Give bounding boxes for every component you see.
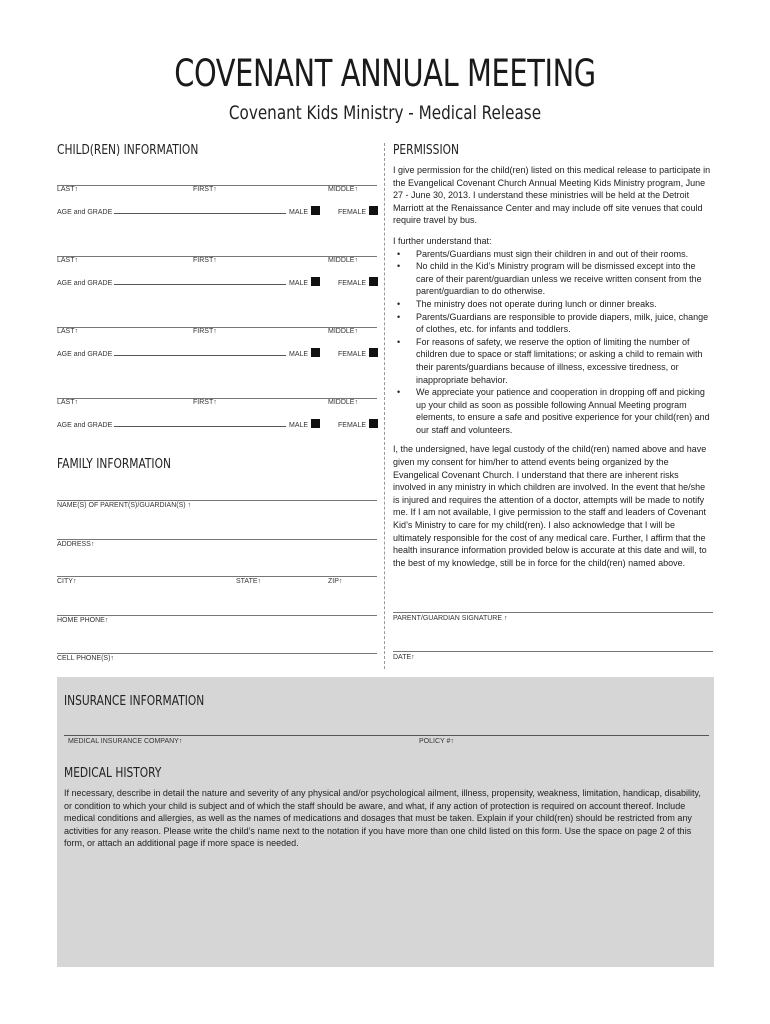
age-grade-line[interactable] [114,277,286,285]
list-item: • For reasons of safety, we reserve the option of limiting the number of children due to space or staff limitations; or asking a child to remain with their parents/guardians because of illness, excessive tiredness, or inappropriate behavior. [393,336,711,386]
address-line[interactable] [57,539,377,540]
male-label: MALE [289,280,309,287]
permission-paragraph-2: I further understand that: [393,235,492,246]
female-checkbox[interactable] [369,348,378,357]
state-label: STATE↑ [236,578,262,585]
first-label: FIRST↑ [193,399,217,406]
column-divider [384,143,385,669]
policy-number-label: POLICY #↑ [419,738,454,745]
cell-phone-line[interactable] [57,653,377,654]
male-option[interactable] [289,348,320,358]
medical-history-heading: MEDICAL HISTORY [64,766,162,781]
child-block-1 [57,185,377,216]
age-grade-label: AGE and GRADE [57,209,113,216]
insurance-heading: INSURANCE INFORMATION [64,694,205,709]
age-grade-field[interactable] [57,348,286,358]
home-phone-label: HOME PHONE↑ [57,617,109,624]
medical-history-area[interactable] [64,853,710,961]
home-phone-line[interactable] [57,615,377,616]
list-item: • The ministry does not operate during lunch or dinner breaks. [393,298,711,311]
permission-text [393,164,711,569]
male-option[interactable] [289,206,320,216]
male-option[interactable] [289,277,320,287]
permission-heading: PERMISSION [393,143,459,158]
male-label: MALE [289,422,309,429]
female-label: FEMALE [338,422,367,429]
parents-label: NAME(S) OF PARENT(S)/GUARDIAN(S) ↑ [57,502,192,509]
female-label: FEMALE [338,280,367,287]
page-title: COVENANT ANNUAL MEETING [174,52,596,95]
male-checkbox[interactable] [311,277,320,286]
zip-label: ZIP↑ [328,578,343,585]
date-line[interactable] [393,651,713,652]
age-grade-field[interactable] [57,206,286,216]
female-checkbox[interactable] [369,206,378,215]
male-checkbox[interactable] [311,348,320,357]
last-label: LAST↑ [57,328,79,335]
female-option[interactable] [338,277,378,287]
age-grade-field[interactable] [57,419,286,429]
age-grade-label: AGE and GRADE [57,422,113,429]
age-grade-field[interactable] [57,277,286,287]
middle-label: MIDDLE↑ [328,399,358,406]
insurance-company-label: MEDICAL INSURANCE COMPANY↑ [68,738,183,745]
male-option[interactable] [289,419,320,429]
cell-phone-label: CELL PHONE(S)↑ [57,655,114,662]
female-option[interactable] [338,419,378,429]
child-block-3 [57,327,377,358]
list-item: • No child in the Kid’s Ministry program will be dismissed except into the care of their parent/guardian unless we receive written consent from the parent/guardian to do otherwise. [393,260,711,298]
family-info-heading: FAMILY INFORMATION [57,457,171,472]
last-label: LAST↑ [57,399,79,406]
list-item: • We appreciate your patience and cooperation in dropping off and picking up your child as soon as possible following Annual Meeting program elements, to ensure a safe and positive experience for your child(ren) and our staff and volunteers. [393,386,711,436]
date-label: DATE↑ [393,654,415,661]
female-option[interactable] [338,206,378,216]
female-checkbox[interactable] [369,277,378,286]
last-label: LAST↑ [57,186,79,193]
male-checkbox[interactable] [311,206,320,215]
signature-label: PARENT/GUARDIAN SIGNATURE ↑ [393,615,508,622]
female-option[interactable] [338,348,378,358]
age-grade-label: AGE and GRADE [57,280,113,287]
signature-line[interactable] [393,612,713,613]
first-label: FIRST↑ [193,186,217,193]
list-item: • Parents/Guardians are responsible to provide diapers, milk, juice, change of clothes, etc. for infants and toddlers. [393,311,711,336]
male-label: MALE [289,351,309,358]
female-label: FEMALE [338,209,367,216]
permission-bullets [393,248,711,437]
child-block-4 [57,398,377,429]
female-checkbox[interactable] [369,419,378,428]
city-line[interactable] [57,576,377,577]
middle-label: MIDDLE↑ [328,186,358,193]
city-label: CITY↑ [57,578,77,585]
female-label: FEMALE [338,351,367,358]
first-label: FIRST↑ [193,328,217,335]
insurance-line[interactable] [64,735,709,736]
age-grade-line[interactable] [114,348,286,356]
age-grade-line[interactable] [114,206,286,214]
child-info-heading: CHILD(REN) INFORMATION [57,143,199,158]
page-subtitle: Covenant Kids Ministry - Medical Release [228,102,542,124]
parents-line[interactable] [57,500,377,501]
permission-paragraph-3: I, the undersigned, have legal custody of the child(ren) named above and have given my consent for him/her to attend events being organized by the Evangelical Covenant Church. I understand that there are inherent risks involved in any ministry in which children are involved. In the event that he/she is injured and requires the attention of a doctor, attempts will be made to notify me. If I am not available, I give permission to the staff and leaders of Covenant Kid’s Ministry to care for my child(ren). I also acknowledge that I will be ultimately responsible for the cost of any medical care. Further, I affirm that the health insurance information provided below is accurate at this date and will, to the best of my knowledge, still be in force for the child(ren) named above. [393,444,707,568]
male-checkbox[interactable] [311,419,320,428]
male-label: MALE [289,209,309,216]
list-item: • Parents/Guardians must sign their children in and out of their rooms. [393,248,711,261]
middle-label: MIDDLE↑ [328,328,358,335]
medical-history-text: If necessary, describe in detail the nature and severity of any physical and/or psychological ailment, illness, propensity, weakness, limitation, handicap, disability, or condition to which your child is subject and of which the staff should be aware, and what, if any action of protection is required on account thereof. Include medical conditions and allergies, as well as the names of medications and dosages that must be taken. Explain if your child(ren) should be restricted from any activities for any reason. Please write the child’s name next to the notation if you have more than one child listed on this form. Use the space on page 2 of this form, or attach an additional page if more space is needed. [64,788,701,849]
address-label: ADDRESS↑ [57,541,95,548]
age-grade-line[interactable] [114,419,286,427]
child-block-2 [57,256,377,287]
age-grade-label: AGE and GRADE [57,351,113,358]
first-label: FIRST↑ [193,257,217,264]
permission-paragraph-1: I give permission for the child(ren) listed on this medical release to participate in the Evangelical Covenant Church Annual Meeting Kids Ministry program, June 27 - June 30, 2013. I understand these ministries will be held at the Detroit Marriott at the Renaissance Center and may include off site venues that could require travel by bus. [393,165,711,226]
last-label: LAST↑ [57,257,79,264]
middle-label: MIDDLE↑ [328,257,358,264]
